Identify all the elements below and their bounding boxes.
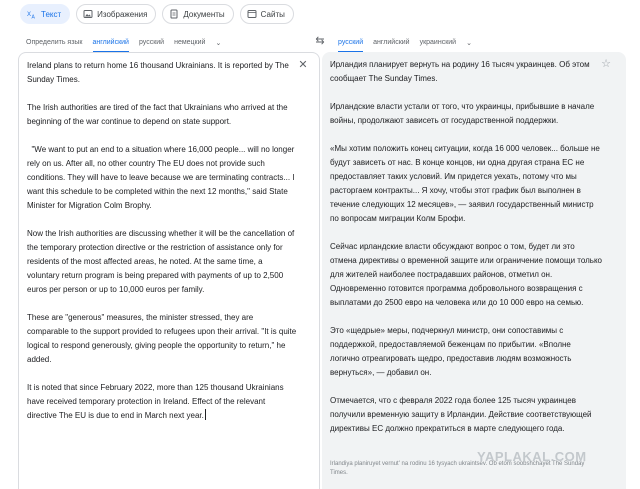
- translation-paragraph: Сейчас ирландские власти обсуждают вопрос о том, будет ли это отмена директивы о временной защите или ограничение помощи только для жителей наиболее пострадавших районов, отметил он. Одновременно готовится программа добровольного возвращения с выплатами до 2500 евро на человека или до 10 000 евро на семью.: [330, 242, 602, 307]
- chevron-down-icon[interactable]: ⌄: [215, 40, 222, 47]
- document-icon: [169, 9, 179, 19]
- source-lang-german-tab[interactable]: немецкий: [174, 39, 206, 46]
- chevron-down-icon[interactable]: ⌄: [466, 40, 472, 47]
- translation-paragraph: «Мы хотим положить конец ситуации, когда 16 000 человек... больше не будут зависеть от нас. В конце концов, ни одна другая страна ЕС не предоставляет таких условий. Им придется уехать, потому что мы расторгаем контракты... Я хочу, чтобы этот график был выполнен в течение следующих 12 месяцев», — заявил государственный министр по вопросам миграции Колм Брофи.: [330, 144, 600, 223]
- source-paragraph: The Irish authorities are tired of the fact that Ukrainians who arrived at the beginning of the war continue to depend on state support.: [27, 103, 288, 126]
- mode-bar: [20, 4, 294, 24]
- translation-paragraph: Ирландия планирует вернуть на родину 16 тысяч украинцев. Об этом сообщает The Sunday Times.: [330, 60, 590, 83]
- mode-images-label: Изображения: [97, 9, 148, 19]
- star-icon[interactable]: ☆: [601, 58, 611, 70]
- source-paragraph: These are "generous" measures, the minister stressed, they are comparable to the support provided to refugees upon their arrival. "It is quite logical to respond generously, giving people the opportunity to return," he added.: [27, 313, 297, 364]
- translation-paragraph: Отмечается, что с февраля 2022 года более 125 тысяч украинцев получили временную защиту в Ирландии. Действие соответствующей директивы ЕС должно прекратиться в марте следующего года.: [330, 396, 592, 433]
- target-lang-english-tab[interactable]: английский: [373, 39, 410, 46]
- text-caret: [205, 409, 206, 420]
- image-icon: [83, 9, 93, 19]
- detect-language-tab[interactable]: Определить язык: [26, 39, 83, 46]
- transliteration-text: Irlandiya planiruyet vernut' na rodinu 16 tysyach ukraintsev. Ob etom soobshchayet The Sunday Times.: [330, 461, 585, 476]
- translation-output: [330, 58, 602, 436]
- source-paragraph-last: [27, 381, 297, 423]
- source-paragraph: Now the Irish authorities are discussing whether it will be the cancellation of the temporary protection directive or the restriction of assistance only for residents of the most affected areas, he noted. At the same time, a voluntary return program is being prepared with payments of up to 2,500 euros per person or up to 10,000 euros per family.: [27, 229, 295, 294]
- translation-paragraph: Ирландские власти устали от того, что украинцы, прибывшие в начале войны, продолжают зависеть от государственной поддержки.: [330, 102, 595, 125]
- mode-documents-button[interactable]: [162, 4, 233, 24]
- svg-text:X: X: [27, 12, 32, 18]
- mode-sites-label: Сайты: [260, 9, 285, 19]
- source-lang-russian-tab[interactable]: русский: [138, 39, 165, 46]
- mode-text-button[interactable]: [20, 4, 70, 24]
- swap-languages-icon[interactable]: ⇆: [315, 35, 325, 47]
- clear-text-icon[interactable]: ✕: [298, 59, 308, 71]
- source-language-bar: [26, 36, 221, 50]
- source-paragraph-text: It is noted that since February 2022, more than 125 thousand Ukrainians have received temporary protection in Ireland. Effect of the relevant directive The EU is due to end in March next year.: [27, 383, 284, 420]
- source-lang-english-tab[interactable]: английский: [93, 36, 129, 50]
- target-language-bar: [338, 36, 472, 50]
- target-lang-ukrainian-tab[interactable]: украинский: [419, 39, 457, 46]
- source-paragraph: "We want to put an end to a situation where 16,000 people... will no longer rely on us. After all, no other country The EU does not provide such conditions. They will have to leave because we are terminating contracts... I want this schedule to be completed within the next 12 months," said State Minister for Migration Colm Brophy.: [27, 145, 295, 210]
- mode-documents-label: Документы: [183, 9, 225, 19]
- translation-paragraph: Это «щедрые» меры, подчеркнул министр, они сопоставимы с поддержкой, предоставляемой беженцам по прибытии. «Вполне логично отреагировать щедро, предоставив людям возможность вернуться», — добавил он.: [330, 326, 572, 377]
- mode-images-button[interactable]: [76, 4, 156, 24]
- mode-sites-button[interactable]: [240, 4, 294, 24]
- target-lang-russian-tab[interactable]: русский: [338, 36, 363, 50]
- translation-panel: [322, 52, 626, 489]
- text-translate-icon: [27, 9, 37, 19]
- source-paragraph: Ireland plans to return home 16 thousand Ukrainians. It is reported by The Sunday Times.: [27, 61, 289, 84]
- svg-text:A: A: [31, 14, 35, 19]
- globe-icon: [247, 9, 257, 19]
- watermark-logo: YAPLAKAL.COM: [477, 449, 587, 464]
- source-text-input[interactable]: [27, 59, 297, 423]
- source-text-panel[interactable]: [18, 52, 320, 489]
- mode-text-label: Текст: [41, 9, 62, 19]
